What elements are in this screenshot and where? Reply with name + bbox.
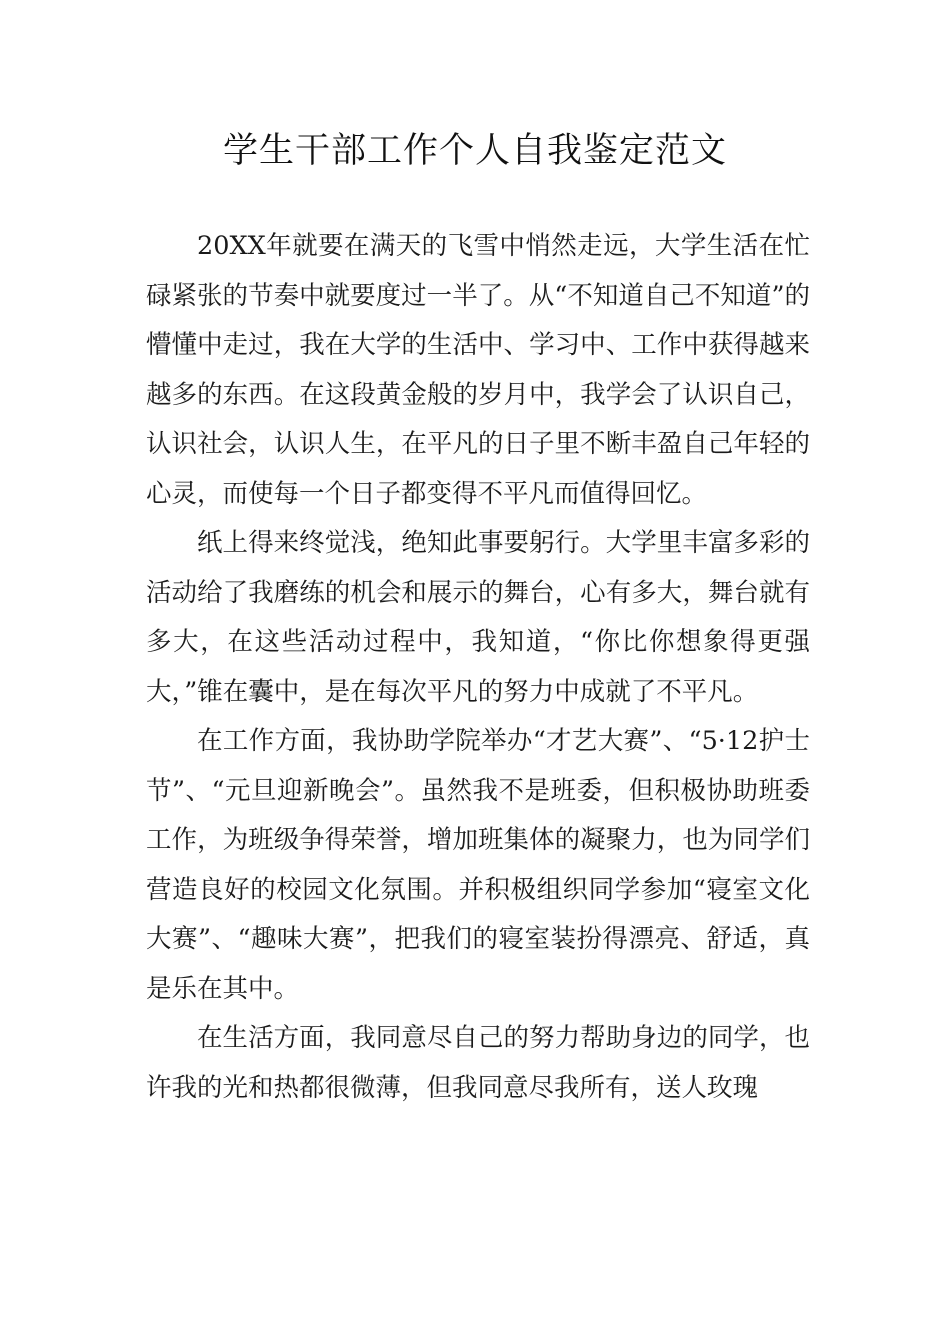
paragraph-4: 在生活方面，我同意尽自己的努力帮助身边的同学，也许我的光和热都很微薄，但我同意尽我所有，送人玫瑰 [146, 1023, 810, 1103]
document-title: 学生干部工作个人自我鉴定范文 [222, 131, 727, 171]
paragraph-3: 在工作方面，我协助学院举办“才艺大赛”、“5·12护士节”、“元旦迎新晚会”。虽然我不是班委，但积极协助班委工作，为班级争得荣誉，增加班集体的凝聚力，也为同学们营造良好的校园文化氛围。并积极组织同学参加“寝室文化大赛”、“趣味大赛”，把我们的寝室装扮得漂亮、舒适，真是乐在其中。 [146, 726, 810, 1004]
document-body [146, 222, 810, 1113]
paragraph-1: 20XX年就要在满天的飞雪中悄然走远，大学生活在忙碌紧张的节奏中就要度过一半了。从“不知道自己不知道”的懵懂中走过，我在大学的生活中、学习中、工作中获得越来越多的东西。在这段黄金般的岁月中，我学会了认识自己，认识社会，认识人生，在平凡的日子里不断丰盈自己年轻的心灵，而使每一个日子都变得不平凡而值得回忆。 [146, 231, 810, 509]
paragraph-2: 纸上得来终觉浅，绝知此事要躬行。大学里丰富多彩的活动给了我磨练的机会和展示的舞台，心有多大，舞台就有多大，在这些活动过程中，我知道，“你比你想象得更强大，”锥在囊中，是在每次平凡的努力中成就了不平凡。 [146, 528, 810, 707]
